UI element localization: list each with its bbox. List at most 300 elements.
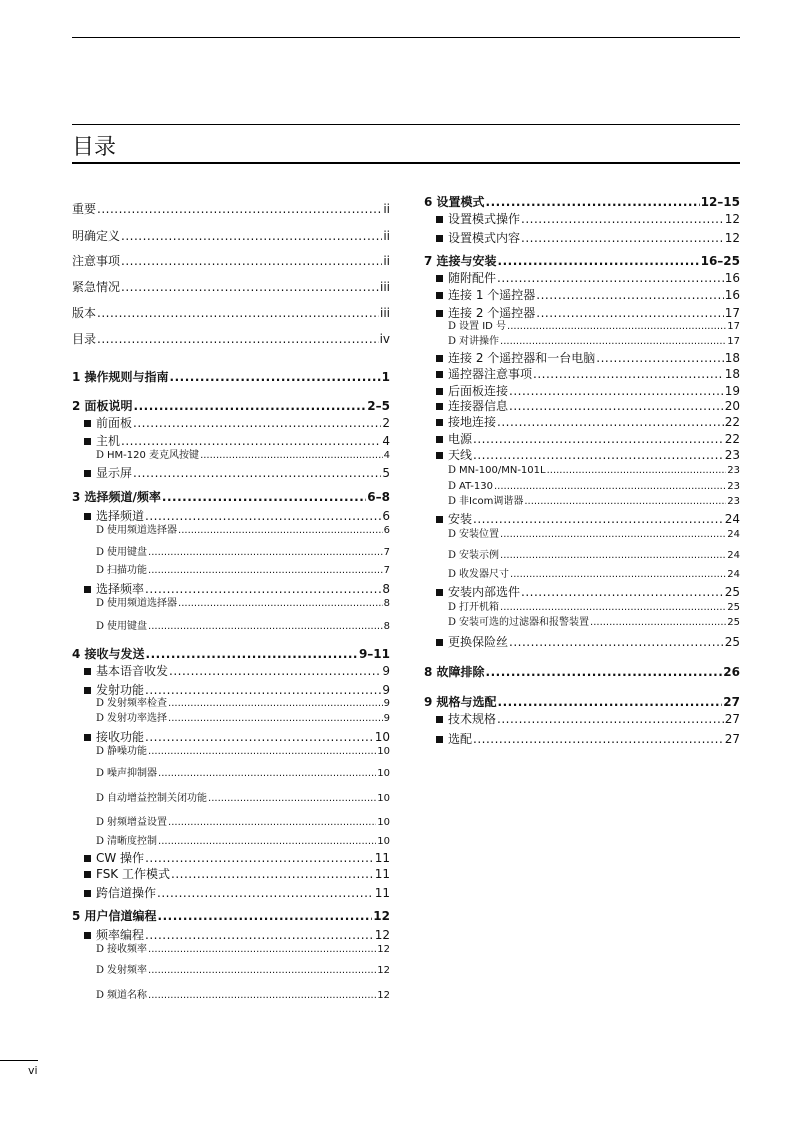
toc-page-ref: 9–11 (358, 647, 390, 661)
toc-page-ref: iv (379, 332, 390, 346)
toc-page-ref: 24 (727, 529, 740, 540)
dot-leader (148, 547, 383, 559)
toc-page-ref: 23 (724, 448, 740, 462)
square-bullet-icon (436, 292, 443, 299)
dot-leader (509, 399, 724, 413)
subsection-marker: D (448, 602, 457, 613)
toc-entry-label: 安装内部选件 (448, 585, 521, 599)
toc-entry-label: 使用键盘 (107, 547, 148, 558)
square-bullet-icon (436, 275, 443, 282)
toc-entry[interactable] (72, 867, 390, 881)
square-bullet-icon (436, 388, 443, 395)
dot-leader (208, 793, 376, 805)
toc-subsection-entry[interactable] (72, 768, 390, 780)
toc-page-ref: 12 (373, 909, 390, 923)
toc-entry-label: MN-100/MN-101L (459, 465, 546, 476)
dot-leader (148, 944, 376, 956)
dot-leader (134, 399, 367, 413)
dot-leader (158, 909, 373, 923)
toc-entry-label: 电源 (448, 432, 473, 446)
dot-leader (536, 306, 723, 320)
toc-entry[interactable] (424, 367, 740, 381)
dot-leader (498, 695, 723, 709)
dot-leader (145, 730, 374, 744)
toc-entry[interactable] (424, 712, 740, 726)
dot-leader (171, 867, 374, 881)
subsection-marker: D (448, 529, 457, 540)
toc-entry[interactable] (72, 416, 390, 430)
toc-subsection-entry[interactable] (72, 817, 390, 829)
toc-entry-label: 1 操作规则与指南 (72, 370, 169, 384)
toc-page-ref: 9 (383, 698, 390, 709)
toc-page-ref: 23 (727, 481, 740, 492)
toc-entry-label: 9 规格与选配 (424, 695, 497, 709)
subsection-marker: D (448, 321, 457, 332)
square-bullet-icon (436, 216, 443, 223)
toc-page-ref: 12 (374, 928, 390, 942)
toc-entry[interactable] (424, 635, 740, 649)
toc-entry[interactable] (72, 509, 390, 523)
toc-entry-label: 设置模式内容 (448, 231, 521, 245)
toc-page-ref: 6 (382, 509, 390, 523)
toc-subsection-entry[interactable] (72, 621, 390, 633)
toc-entry[interactable] (424, 448, 740, 462)
toc-subsection-entry[interactable] (424, 321, 740, 333)
toc-entry[interactable] (424, 399, 740, 413)
dot-leader (473, 448, 724, 462)
toc-page-ref: 18 (724, 351, 740, 365)
toc-entry[interactable] (72, 229, 390, 243)
dot-leader (148, 621, 383, 633)
dot-leader (121, 229, 382, 243)
subsection-marker: D (448, 569, 457, 580)
toc-page-ref: 24 (727, 569, 740, 580)
toc-entry-label: 频率编程 (96, 928, 145, 942)
dot-leader (486, 195, 700, 209)
toc-entry-label: 静噪功能 (107, 746, 148, 757)
square-bullet-icon (436, 355, 443, 362)
square-bullet-icon (436, 403, 443, 410)
square-bullet-icon (84, 932, 91, 939)
toc-entry-label: 清晰度控制 (107, 836, 158, 847)
toc-chapter-entry[interactable] (72, 370, 390, 384)
toc-page-ref: 8 (382, 582, 390, 596)
toc-entry-label: 使用键盘 (107, 621, 148, 632)
subsection-marker: D (96, 547, 105, 558)
toc-subsection-entry[interactable] (72, 944, 390, 956)
toc-entry-label: 接收频率 (107, 944, 148, 955)
toc-entry-label: 设置模式操作 (448, 212, 521, 226)
dot-leader (158, 768, 376, 780)
toc-subsection-entry[interactable] (72, 598, 390, 610)
toc-entry-label: 发射功率选择 (107, 713, 168, 724)
toc-entry[interactable] (72, 254, 390, 268)
page-number: vi (28, 1064, 38, 1077)
toc-page-ref: 4 (383, 450, 390, 461)
dot-leader (498, 254, 700, 268)
toc-entry-label: 连接器信息 (448, 399, 509, 413)
toc-page-ref: 27 (723, 695, 740, 709)
dot-leader (121, 434, 381, 448)
toc-entry-label: 接地连接 (448, 415, 497, 429)
toc-page-ref: 8 (383, 598, 390, 609)
toc-subsection-entry[interactable] (424, 550, 740, 562)
dot-leader (524, 496, 726, 508)
subsection-marker: D (96, 450, 105, 461)
toc-page-ref: 6 (383, 525, 390, 536)
subsection-marker: D (96, 525, 105, 536)
title-bottom-rule (72, 162, 740, 164)
dot-leader (536, 288, 723, 302)
toc-entry[interactable] (424, 271, 740, 285)
toc-page-ref: 25 (724, 635, 740, 649)
toc-entry-label: 后面板连接 (448, 384, 509, 398)
subsection-marker: D (96, 817, 105, 828)
square-bullet-icon (84, 687, 91, 694)
toc-page-ref: ii (383, 254, 390, 268)
toc-page-ref: 7 (383, 547, 390, 558)
toc-chapter-entry[interactable] (424, 195, 740, 209)
toc-entry[interactable] (424, 306, 740, 320)
subsection-marker: D (448, 465, 457, 476)
toc-page-ref: 20 (724, 399, 740, 413)
subsection-marker: D (96, 944, 105, 955)
toc-chapter-entry[interactable] (424, 665, 740, 679)
toc-entry-label: 8 故障排除 (424, 665, 485, 679)
toc-subsection-entry[interactable] (72, 525, 390, 537)
square-bullet-icon (84, 890, 91, 897)
toc-entry-label: 对讲操作 (459, 336, 500, 347)
dot-leader (148, 565, 383, 577)
toc-entry-label: 重要 (72, 202, 97, 216)
toc-chapter-entry[interactable] (72, 647, 390, 661)
toc-subsection-entry[interactable] (424, 465, 740, 477)
toc-page-ref: 5 (382, 466, 390, 480)
toc-entry-label: 使用频道选择器 (107, 598, 178, 609)
toc-entry-label: 6 设置模式 (424, 195, 485, 209)
toc-page-ref: 12–15 (700, 195, 740, 209)
toc-page-ref: 23 (727, 496, 740, 507)
toc-page-ref: 10 (377, 793, 390, 804)
dot-leader (547, 465, 727, 477)
toc-page-ref: 12 (724, 212, 740, 226)
subsection-marker: D (96, 565, 105, 576)
toc-entry[interactable] (424, 212, 740, 226)
toc-entry[interactable] (424, 732, 740, 746)
toc-page-ref: 27 (724, 732, 740, 746)
toc-entry-label: 5 用户信道编程 (72, 909, 157, 923)
toc-subsection-entry[interactable] (424, 336, 740, 348)
toc-page-ref: 24 (724, 512, 740, 526)
square-bullet-icon (436, 419, 443, 426)
dot-leader (157, 886, 374, 900)
toc-entry[interactable] (424, 351, 740, 365)
toc-entry[interactable] (424, 384, 740, 398)
toc-entry[interactable] (424, 288, 740, 302)
toc-page-ref: 7 (383, 565, 390, 576)
toc-entry-label: 主机 (96, 434, 121, 448)
square-bullet-icon (436, 736, 443, 743)
toc-page-ref: 10 (377, 836, 390, 847)
dot-leader (521, 585, 724, 599)
toc-entry-label: 打开机箱 (459, 602, 500, 613)
square-bullet-icon (84, 734, 91, 741)
subsection-marker: D (96, 990, 105, 1001)
toc-page-ref: 11 (374, 867, 390, 881)
toc-entry[interactable] (72, 466, 390, 480)
toc-entry[interactable] (72, 332, 390, 346)
toc-chapter-entry[interactable] (72, 399, 390, 413)
dot-leader (590, 617, 726, 629)
subsection-marker: D (96, 965, 105, 976)
toc-page-ref: 26 (723, 665, 740, 679)
toc-entry-label: 连接 1 个遥控器 (448, 288, 536, 302)
toc-page-ref: 10 (377, 746, 390, 757)
square-bullet-icon (436, 589, 443, 596)
toc-subsection-entry[interactable] (72, 698, 390, 710)
dot-leader (168, 817, 376, 829)
toc-entry-label: 发射频率检查 (107, 698, 168, 709)
dot-leader (473, 732, 724, 746)
toc-subsection-entry[interactable] (72, 836, 390, 848)
dot-leader (168, 713, 383, 725)
toc-entry-label: HM-120 麦克风按键 (107, 450, 200, 461)
toc-entry[interactable] (72, 202, 390, 216)
dot-leader (97, 202, 382, 216)
toc-subsection-entry[interactable] (72, 565, 390, 577)
dot-leader (148, 990, 376, 1002)
toc-chapter-entry[interactable] (72, 909, 390, 923)
subsection-marker: D (96, 793, 105, 804)
top-rule (72, 37, 740, 38)
toc-page-ref: 12 (377, 990, 390, 1001)
toc-page-ref: 11 (374, 851, 390, 865)
toc-entry[interactable] (72, 928, 390, 942)
toc-entry-label: 遥控器注意事项 (448, 367, 533, 381)
toc-entry-label: 跨信道操作 (96, 886, 157, 900)
toc-entry[interactable] (72, 886, 390, 900)
square-bullet-icon (436, 235, 443, 242)
subsection-marker: D (448, 496, 457, 507)
square-bullet-icon (84, 668, 91, 675)
square-bullet-icon (84, 586, 91, 593)
toc-subsection-entry[interactable] (424, 602, 740, 614)
toc-entry-label: 安装位置 (459, 529, 500, 540)
toc-entry-label: 射频增益设置 (107, 817, 168, 828)
toc-entry[interactable] (72, 582, 390, 596)
toc-entry[interactable] (72, 730, 390, 744)
toc-entry[interactable] (72, 851, 390, 865)
dot-leader (145, 851, 374, 865)
toc-subsection-entry[interactable] (72, 746, 390, 758)
toc-entry[interactable] (72, 434, 390, 448)
toc-entry-label: 连接 2 个遥控器 (448, 306, 536, 320)
toc-subsection-entry[interactable] (72, 793, 390, 805)
toc-page-ref: 8 (383, 621, 390, 632)
dot-leader (497, 271, 724, 285)
toc-subsection-entry[interactable] (424, 569, 740, 581)
toc-chapter-entry[interactable] (72, 490, 390, 504)
dot-leader (500, 550, 726, 562)
toc-page-ref: 18 (724, 367, 740, 381)
dot-leader (178, 525, 383, 537)
toc-subsection-entry[interactable] (424, 481, 740, 493)
toc-entry-label: 安装示例 (459, 550, 500, 561)
toc-page-ref: 9 (382, 664, 390, 678)
toc-entry-label: 自动增益控制关闭功能 (107, 793, 208, 804)
toc-page-ref: 16–25 (700, 254, 740, 268)
square-bullet-icon (436, 371, 443, 378)
toc-entry-label: 紧急情况 (72, 280, 121, 294)
toc-page-ref: 27 (724, 712, 740, 726)
toc-entry-label: 收发器尺寸 (459, 569, 510, 580)
toc-entry-label: 扫描功能 (107, 565, 148, 576)
toc-subsection-entry[interactable] (424, 529, 740, 541)
toc-page-ref: 10 (377, 817, 390, 828)
dot-leader (497, 712, 724, 726)
toc-entry[interactable] (424, 585, 740, 599)
toc-entry-label: 明确定义 (72, 229, 121, 243)
toc-page-ref: 17 (724, 306, 740, 320)
dot-leader (168, 698, 383, 710)
toc-chapter-entry[interactable] (424, 695, 740, 709)
subsection-marker: D (96, 598, 105, 609)
dot-leader (500, 529, 726, 541)
square-bullet-icon (84, 871, 91, 878)
dot-leader (97, 306, 379, 320)
toc-page-ref: 9 (382, 683, 390, 697)
dot-leader (473, 512, 724, 526)
toc-page-ref: 6–8 (367, 490, 390, 504)
square-bullet-icon (84, 855, 91, 862)
toc-subsection-entry[interactable] (72, 713, 390, 725)
toc-page-ref: 12 (724, 231, 740, 245)
toc-entry-label: 3 选择频道/频率 (72, 490, 161, 504)
dot-leader (521, 231, 724, 245)
toc-entry-label: 显示屏 (96, 466, 133, 480)
dot-leader (521, 212, 724, 226)
toc-entry[interactable] (424, 432, 740, 446)
toc-entry-label: 天线 (448, 448, 473, 462)
square-bullet-icon (436, 639, 443, 646)
toc-page-ref: iii (379, 306, 390, 320)
toc-entry-label: 噪声抑制器 (107, 768, 158, 779)
dot-leader (146, 647, 358, 661)
square-bullet-icon (436, 452, 443, 459)
toc-page-ref: ii (383, 202, 390, 216)
toc-subsection-entry[interactable] (424, 617, 740, 629)
toc-entry[interactable] (424, 231, 740, 245)
subsection-marker: D (96, 698, 105, 709)
dot-leader (121, 254, 382, 268)
toc-entry-label: AT-130 (459, 481, 493, 492)
toc-page-ref: 12 (377, 965, 390, 976)
toc-entry[interactable] (72, 306, 390, 320)
toc-page-ref: iii (379, 280, 390, 294)
toc-page-ref: 25 (724, 585, 740, 599)
dot-leader (145, 582, 381, 596)
square-bullet-icon (436, 716, 443, 723)
dot-leader (133, 466, 381, 480)
toc-subsection-entry[interactable] (72, 965, 390, 977)
toc-subsection-entry[interactable] (72, 547, 390, 559)
subsection-marker: D (96, 621, 105, 632)
toc-subsection-entry[interactable] (424, 496, 740, 508)
toc-entry[interactable] (424, 512, 740, 526)
toc-page-ref: ii (383, 229, 390, 243)
subsection-marker: D (448, 550, 457, 561)
toc-entry[interactable] (72, 683, 390, 697)
toc-entry[interactable] (424, 415, 740, 429)
dot-leader (162, 490, 366, 504)
subsection-marker: D (96, 768, 105, 779)
toc-entry-label: 非Icom调谐器 (459, 496, 524, 507)
dot-leader (133, 416, 381, 430)
dot-leader (145, 928, 374, 942)
toc-page-ref: 4 (382, 434, 390, 448)
dot-leader (158, 836, 376, 848)
toc-entry-label: 随附配件 (448, 271, 497, 285)
dot-leader (500, 602, 726, 614)
toc-page-ref: 17 (727, 336, 740, 347)
toc-page-ref: 2–5 (367, 399, 390, 413)
square-bullet-icon (84, 420, 91, 427)
dot-leader (473, 432, 724, 446)
square-bullet-icon (436, 516, 443, 523)
toc-page-ref: 9 (383, 713, 390, 724)
toc-entry-label: 发射功能 (96, 683, 145, 697)
dot-leader (145, 683, 381, 697)
toc-page-ref: 10 (374, 730, 390, 744)
toc-chapter-entry[interactable] (424, 254, 740, 268)
toc-page-ref: 24 (727, 550, 740, 561)
toc-page-ref: 1 (381, 370, 390, 384)
toc-entry-label: 基本语音收发 (96, 664, 169, 678)
toc-subsection-entry[interactable] (72, 990, 390, 1002)
dot-leader (494, 481, 726, 493)
square-bullet-icon (84, 513, 91, 520)
dot-leader (486, 665, 723, 679)
toc-page-ref: 10 (377, 768, 390, 779)
dot-leader (145, 509, 381, 523)
toc-entry-label: 目录 (72, 332, 97, 346)
dot-leader (200, 450, 383, 462)
dot-leader (497, 415, 724, 429)
toc-page-ref: 25 (727, 602, 740, 613)
toc-entry-label: 接收功能 (96, 730, 145, 744)
square-bullet-icon (84, 470, 91, 477)
toc-subsection-entry[interactable] (72, 450, 390, 462)
toc-entry-label: 更换保险丝 (448, 635, 509, 649)
toc-entry-label: CW 操作 (96, 851, 145, 865)
toc-entry[interactable] (72, 280, 390, 294)
toc-page-ref: 16 (724, 271, 740, 285)
dot-leader (509, 635, 724, 649)
dot-leader (510, 569, 726, 581)
dot-leader (97, 332, 379, 346)
dot-leader (509, 384, 724, 398)
subsection-marker: D (448, 617, 457, 628)
toc-entry-label: 7 连接与安装 (424, 254, 497, 268)
toc-entry[interactable] (72, 664, 390, 678)
page-title: 目录 (72, 135, 117, 160)
toc-entry-label: 频道名称 (107, 990, 148, 1001)
toc-entry-label: 2 面板说明 (72, 399, 133, 413)
toc-page-ref: 19 (724, 384, 740, 398)
toc-page-ref: 16 (724, 288, 740, 302)
dot-leader (507, 321, 726, 333)
dot-leader (148, 746, 376, 758)
